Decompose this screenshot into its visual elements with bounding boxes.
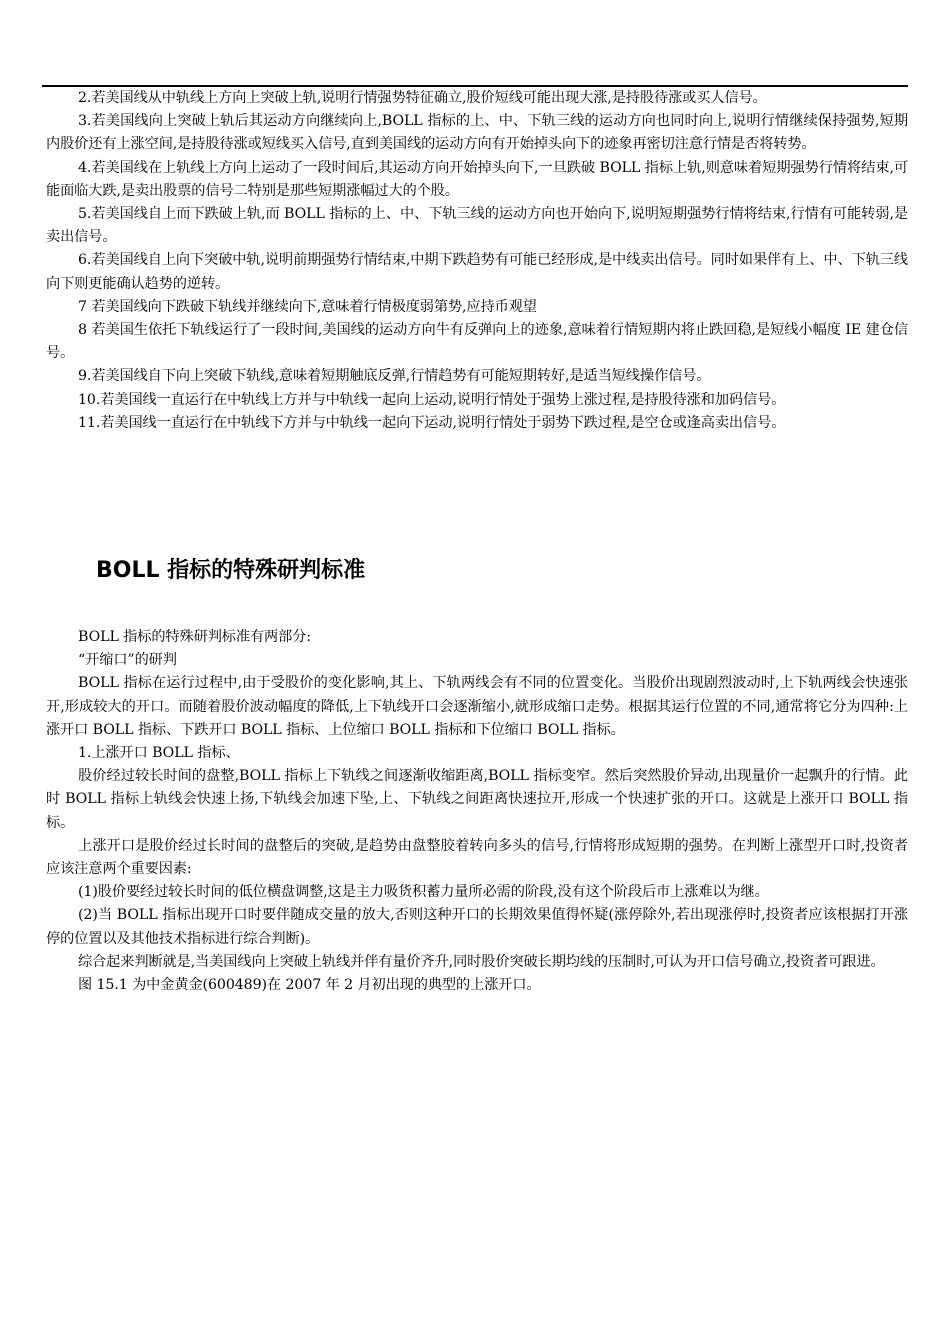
paragraph-signal-6: 6.若美国线自上向下突破中轨,说明前期强势行情结束,中期下跌趋势有可能已经形成,是中线卖出信号。同时如果伴有上、中、下轨三线向下则更能确认趋势的逆转。 bbox=[46, 252, 908, 292]
section-boll-signals bbox=[46, 87, 908, 435]
paragraph-intro: BOLL 指标的特殊研判标准有两部分: bbox=[78, 629, 311, 645]
paragraph-signal-8: 8 若美国生依托下轨线运行了一段时间,美国线的运动方向牛有反弹向上的迹象,意味着行情短期内将止跌回稳,是短线小幅度 IE 建仓信号。 bbox=[46, 322, 908, 362]
paragraph-signal-9: 9.若美国线自下向上突破下轨线,意味着短期触底反弹,行情趋势有可能短期转好,是适当短线操作信号。 bbox=[78, 368, 711, 385]
paragraph-rising-open-factors: 上涨开口是股价经过长时间的盘整后的突破,是趋势由盘整胶着转向多头的信号,行情将形成短期的强势。在判断上涨型开口时,投资者应该注意两个重要因素: bbox=[46, 837, 908, 878]
paragraph-signal-2: 2.若美国线从中轨线上方向上突破上轨,说明行情强势特征确立,股价短线可能出现大涨,是持股待涨或买人信号。 bbox=[78, 90, 767, 106]
paragraph-figure-reference: 图 15.1 为中金黄金(600489)在 2007 年 2 月初出现的典型的上涨开口。 bbox=[78, 977, 541, 994]
section-heading: BOLL 指标的特殊研判标准 bbox=[96, 558, 366, 583]
paragraph-conclusion: 综合起来判断就是,当美国线向上突破上轨线并伴有量价齐升,同时股价突破长期均线的压制时,可认为开口信号确立,投资者可跟进。 bbox=[78, 953, 885, 970]
paragraph-signal-10: 10.若美国线一直运行在中轨线上方并与中轨线一起向上运动,说明行情处于强势上涨过程,是持股待涨和加码信号。 bbox=[78, 391, 786, 408]
paragraph-subheading-open-close: “开缩口”的研判 bbox=[78, 652, 177, 669]
paragraph-signal-7: 7 若美国线向下跌破下轨线并继续向下,意味着行情极度弱第势,应持币观望 bbox=[78, 298, 537, 315]
paragraph-rising-open-description: 股价经过较长时间的盘整,BOLL 指标上下轨线之间逐渐收缩距离,BOLL 指标变窄。然后突然股价异动,出现量价一起飘升的行情。此时 BOLL 指标上轨线会快速上扬,下轨线会加速下坠,上、下轨线之间距离快速拉开,形成一个快速扩张的开口。这就是上涨开口 BOLL 指标。 bbox=[46, 768, 908, 831]
paragraph-open-close-description: BOLL 指标在运行过程中,由于受股价的变化影响,其上、下轨两线会有不同的位置变化。当股价出现剧烈波动时,上下轨两线会快速张开,形成较大的开口。而随着股价波动幅度的降低,上下轨线开口会逐渐缩小,就形成缩口走势。根据其运行位置的不同,通常将它分为四种:上涨开口 BOLL 指标、下跌开口 BOLL 指标、上位缩口 BOLL 指标和下位缩口 BOLL 指标。 bbox=[46, 675, 908, 738]
paragraph-signal-4: 4.若美国线在上轨线上方向上运动了一段时间后,其运动方向开始掉头向下,一旦跌破 BOLL 指标上轨,则意味着短期强势行情将结束,可能面临大跌,是卖出股票的信号二特别是那些短期涨幅过大的个股。 bbox=[46, 159, 908, 199]
paragraph-signal-5: 5.若美国线自上而下跌破上轨,而 BOLL 指标的上、中、下轨三线的运动方向也开始向下,说明短期强势行情将结束,行情有可能转弱,是卖出信号。 bbox=[46, 206, 908, 246]
paragraph-factor-2: (2)当 BOLL 指标出现开口时要伴随成交量的放大,否则这种开口的长期效果值得怀疑(涨停除外,若出现涨停时,投资者应该根据打开涨停的位置以及其他技术指标进行综合判断)。 bbox=[46, 907, 908, 947]
paragraph-factor-1: (1)股价要经过较长时间的低位横盘调整,这是主力吸货积蓄力量所必需的阶段,没有这个阶段后市上涨难以为继。 bbox=[78, 884, 769, 901]
paragraph-subheading-rising-open: 1.上涨开口 BOLL 指标、 bbox=[78, 745, 240, 762]
paragraph-signal-3: 3.若美国线向上突破上轨后其运动方向继续向上,BOLL 指标的上、中、下轨三线的运动方向也同时向上,说明行情继续保持强势,短期内股价还有上涨空间,是持股待涨或短线买入信号,直到美国线的运动方向有开始掉头向下的迹象再密切注意行情是否将转势。 bbox=[46, 113, 908, 153]
paragraph-signal-11: 11.若美国线一直运行在中轨线下方并与中轨线一起向下运动,说明行情处于弱势下跌过程,是空仓或逢高卖出信号。 bbox=[78, 414, 786, 431]
section-special-criteria bbox=[46, 626, 908, 997]
